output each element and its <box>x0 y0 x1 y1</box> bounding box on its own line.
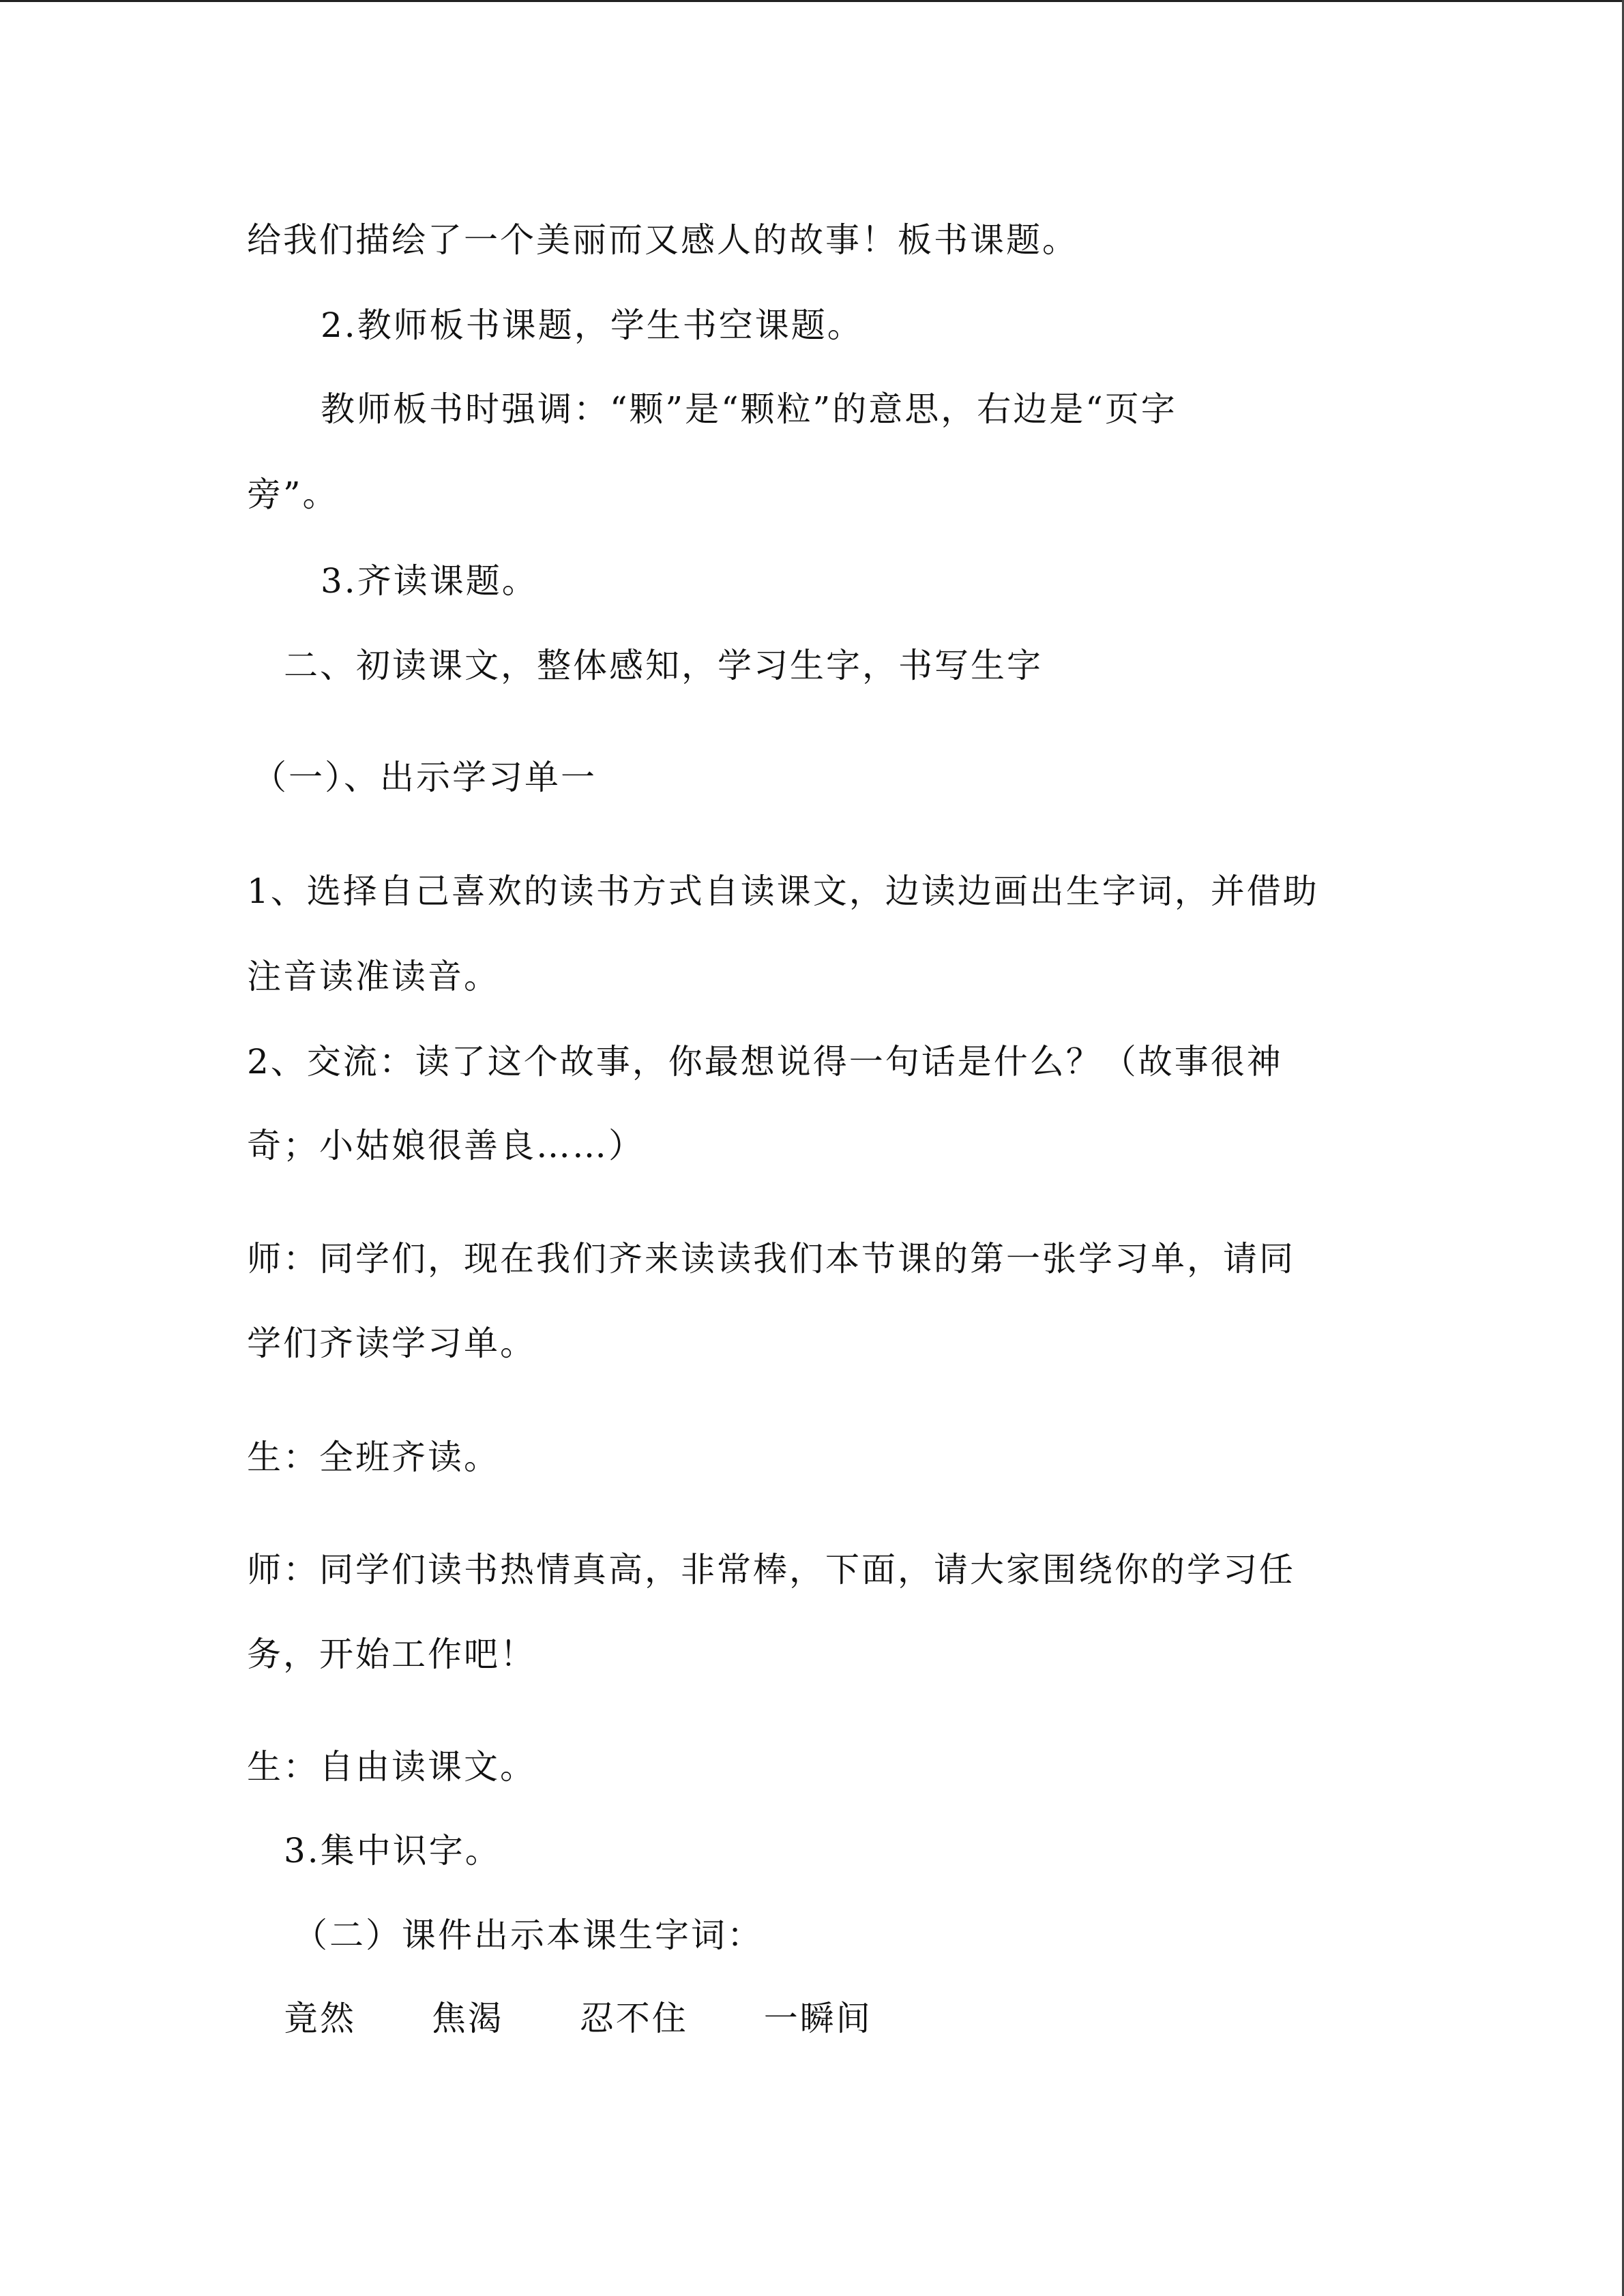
vocab-word: 忍不住 <box>579 1999 688 2038</box>
paragraph-line: 生：全班齐读。 <box>247 1437 500 1477</box>
paragraph-line: 1、选择自己喜欢的读书方式自读课文，边读边画出生字词，并借助 <box>247 871 1319 911</box>
vocab-word-list <box>284 1998 872 2039</box>
vocab-word: 一瞬间 <box>763 1999 872 2038</box>
vocab-word: 焦渴 <box>431 1999 504 2038</box>
paragraph-line: 3.集中识字。 <box>284 1831 501 1870</box>
paragraph-line: 旁”。 <box>247 475 339 514</box>
paragraph-line: 2、交流：读了这个故事，你最想说得一句话是什么？（故事很神 <box>247 1042 1283 1082</box>
paragraph-line: 奇；小姑娘很善良……） <box>247 1126 645 1165</box>
top-border <box>0 0 1624 2</box>
paragraph-line: 给我们描绘了一个美丽而又感人的故事！板书课题。 <box>247 220 1078 260</box>
paragraph-line: 学们齐读学习单。 <box>247 1324 536 1363</box>
paragraph-line: 务，开始工作吧！ <box>247 1635 536 1674</box>
vocab-word: 竟然 <box>284 1999 356 2038</box>
paragraph-line: 3.齐读课题。 <box>321 561 538 601</box>
paragraph-line: 师：同学们，现在我们齐来读读我们本节课的第一张学习单，请同 <box>247 1239 1295 1279</box>
subsection-heading: （一）、出示学习单一 <box>252 758 597 797</box>
paragraph-line: 师：同学们读书热情真高，非常棒，下面，请大家围绕你的学习任 <box>247 1550 1295 1590</box>
paragraph-line: （二）课件出示本课生字词： <box>293 1915 763 1955</box>
paragraph-line: 教师板书时强调：“颗”是“颗粒”的意思，右边是“页字 <box>321 389 1177 429</box>
paragraph-line: 注音读准读音。 <box>247 957 500 996</box>
section-heading: 二、初读课文，整体感知，学习生字，书写生字 <box>284 646 1043 685</box>
paragraph-line: 2.教师板书课题，学生书空课题。 <box>321 305 863 345</box>
paragraph-line: 生：自由读课文。 <box>247 1747 536 1787</box>
